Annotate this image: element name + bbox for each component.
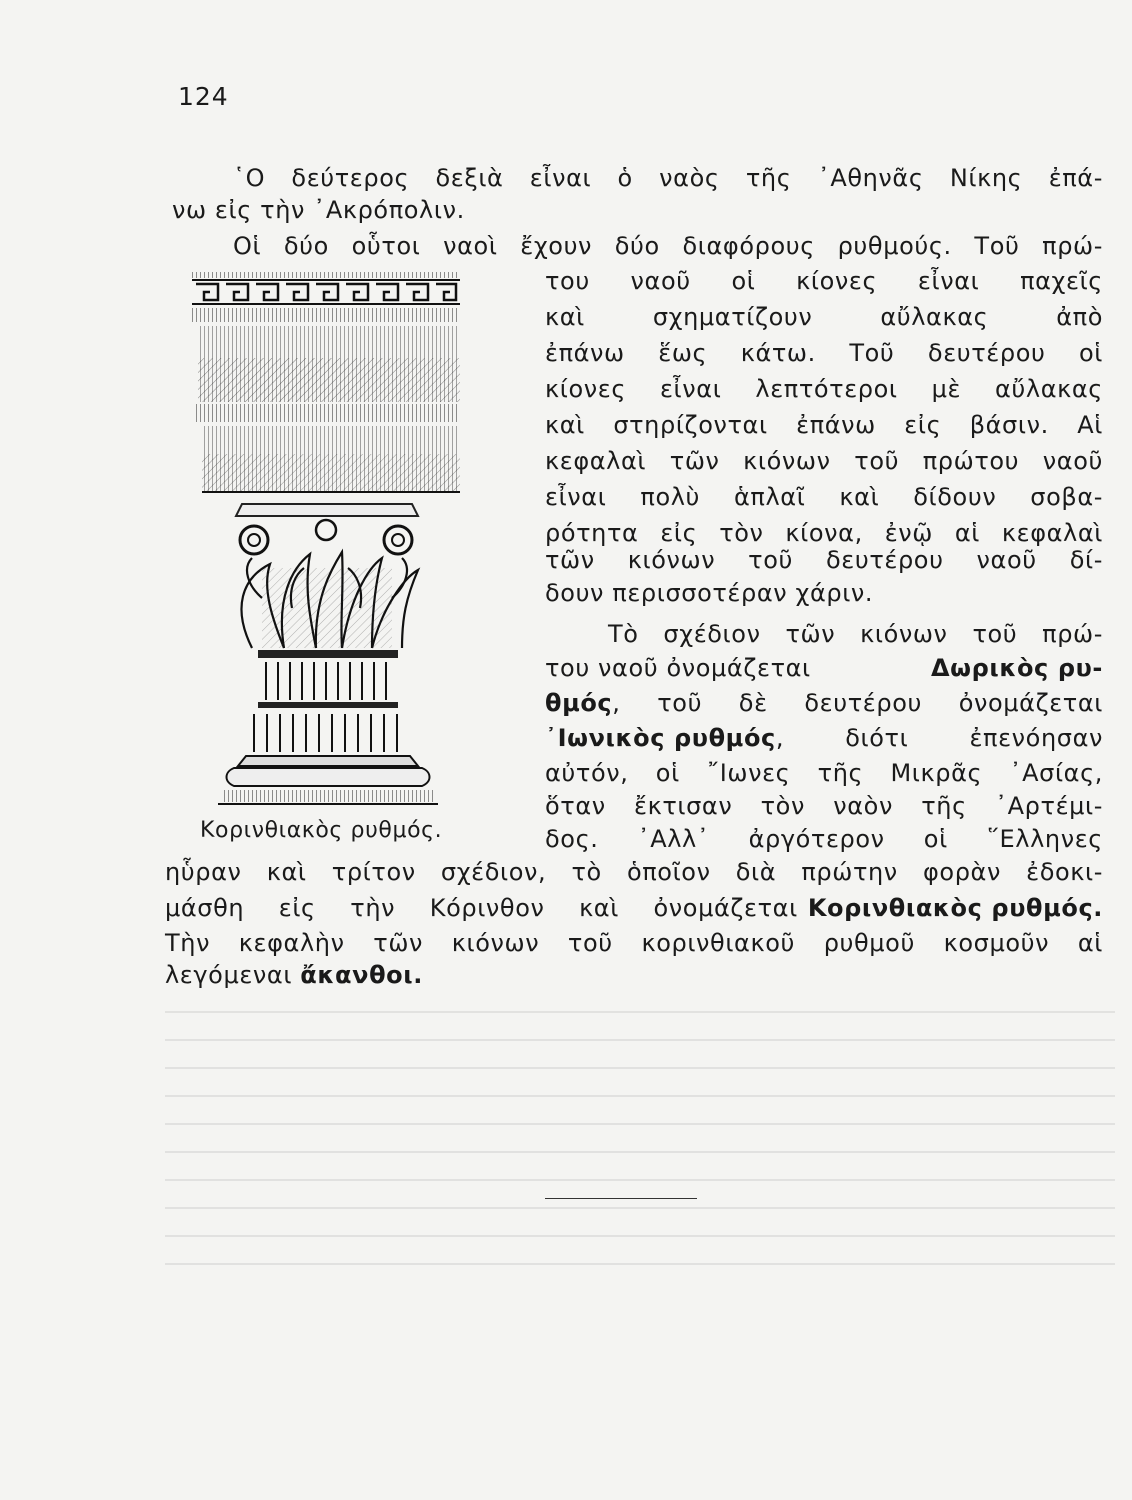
term-corinthian: Κορινθιακὸς ρυθμός.	[807, 894, 1103, 922]
text-line: νω εἰς τὴν ᾿Ακρόπολιν.	[172, 196, 465, 224]
bleed-line	[165, 1235, 1115, 1237]
text-span: του ναοῦ ὀνομάζεται	[545, 654, 811, 682]
text-line: δος. ᾿Αλλ᾿ ἀργότερον οἱ ῞Ελληνες	[545, 825, 1103, 853]
text-line: καὶ στηρίζονται ἐπάνω εἰς βάσιν. Αἱ	[545, 411, 1103, 439]
text-line: καὶ σχηματίζουν αὔλακας ἀπὸ	[545, 303, 1103, 331]
show-through-bleed	[165, 985, 1115, 1285]
text-line	[545, 653, 1103, 683]
text-line: δουν περισσοτέραν χάριν.	[545, 579, 874, 607]
figure-caption: Κορινθιακὸς ρυθμός.	[200, 818, 443, 843]
text-line	[165, 960, 423, 990]
text-line: ἐπάνω ἕως κάτω. Τοῦ δευτέρου οἱ	[545, 339, 1103, 367]
bleed-line	[165, 1263, 1115, 1265]
text-span: , διότι ἐπενόησαν	[775, 724, 1103, 752]
text-line: τῶν κιόνων τοῦ δευτέρου ναοῦ δί-	[545, 546, 1103, 574]
text-line: αὐτόν, οἱ ῎Ιωνες τῆς Μικρᾶς ᾿Ασίας,	[545, 759, 1103, 787]
text-line: ῾Ο δεύτερος δεξιὰ εἶναι ὁ ναὸς τῆς ᾿Αθηνᾶς Νίκης ἐπά-	[233, 164, 1103, 192]
text-line	[545, 723, 1103, 753]
bleed-line	[165, 1039, 1115, 1041]
text-line: κίονες εἶναι λεπτότεροι μὲ αὔλακας	[545, 375, 1103, 403]
text-line: ὅταν ἔκτισαν τὸν ναὸν τῆς ᾿Αρτέμι-	[545, 792, 1103, 820]
text-line: Τὸ σχέδιον τῶν κιόνων τοῦ πρώ-	[608, 620, 1103, 648]
text-line: του ναοῦ οἱ κίονες εἶναι παχεῖς	[545, 267, 1103, 295]
text-line	[545, 688, 1103, 718]
text-line: ηὗραν καὶ τρίτον σχέδιον, τὸ ὁποῖον διὰ πρώτην φορὰν ἐδοκι-	[165, 858, 1103, 886]
term-doric-cont: θμός	[545, 689, 613, 717]
text-line: ρότητα εἰς τὸν κίονα, ἐνῷ αἱ κεφαλαὶ	[545, 519, 1103, 547]
section-divider	[545, 1198, 697, 1199]
text-line: κεφαλαὶ τῶν κιόνων τοῦ πρώτου ναοῦ	[545, 447, 1103, 475]
text-line: εἶναι πολὺ ἁπλαῖ καὶ δίδουν σοβα-	[545, 483, 1103, 511]
text-line	[165, 893, 1103, 923]
text-span: , τοῦ δὲ δευτέρου ὀνομάζεται	[612, 689, 1103, 717]
page-number: 124	[178, 82, 229, 111]
bleed-line	[165, 1067, 1115, 1069]
bleed-line	[165, 1123, 1115, 1125]
bleed-line	[165, 1011, 1115, 1013]
bleed-line	[165, 1207, 1115, 1209]
text-line: Οἱ δύο οὗτοι ναοὶ ἔχουν δύο διαφόρους ρυθμούς. Τοῦ πρώ-	[233, 232, 1103, 260]
term-doric: Δωρικὸς ρυ-	[930, 654, 1103, 682]
text-line: Τὴν κεφαλὴν τῶν κιόνων τοῦ κορινθιακοῦ ρυθμοῦ κοσμοῦν αἱ	[165, 929, 1103, 957]
text-span: μάσθη εἰς τὴν Κόρινθον καὶ ὀνομάζεται	[165, 894, 798, 922]
bleed-line	[165, 1095, 1115, 1097]
bleed-line	[165, 1151, 1115, 1153]
bleed-line	[165, 1179, 1115, 1181]
term-acanthus: ἄκανθοι.	[300, 961, 423, 989]
term-ionic: ᾿Ιωνικὸς ρυθμός	[545, 724, 776, 752]
text-span: λεγόμεναι	[165, 961, 293, 989]
corinthian-column-illustration	[192, 268, 467, 808]
